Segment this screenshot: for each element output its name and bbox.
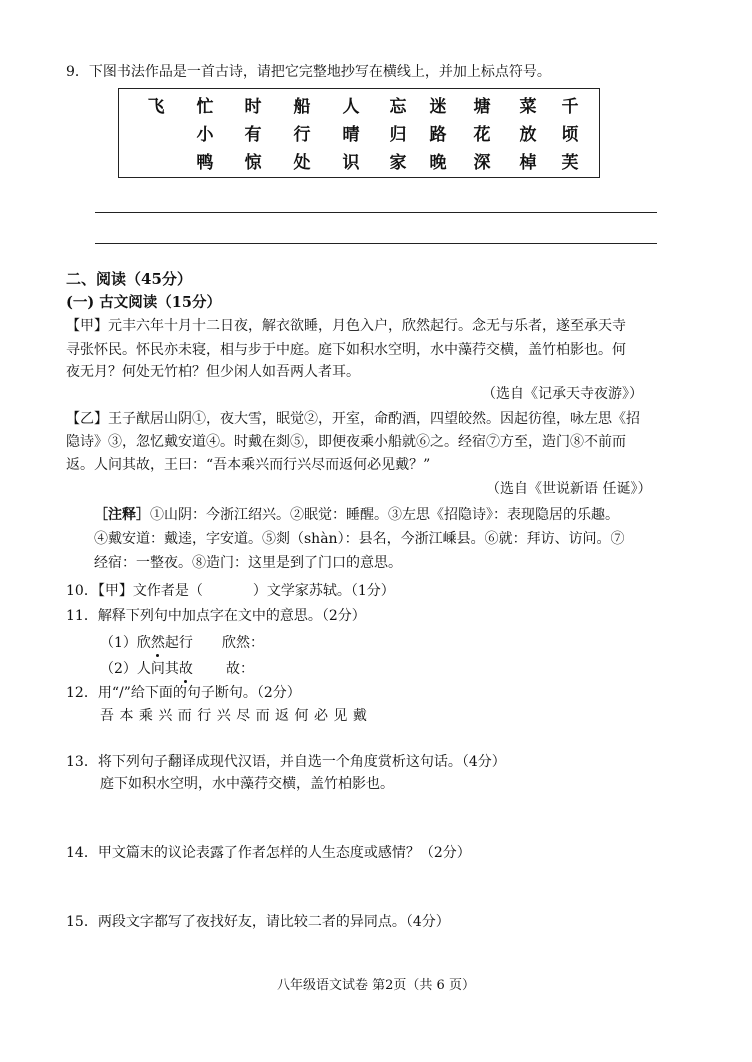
calligraphy-char: 棹 xyxy=(519,153,537,173)
q14-stem: 14．甲文篇末的议论表露了作者怎样的人生态度或感情？（2分） xyxy=(66,845,471,861)
page-footer: 八年级语文试卷 第2页（共 6 页） xyxy=(277,978,475,993)
q11-item1-dotted-char: 然 xyxy=(150,635,165,651)
calligraphy-char: 时 xyxy=(244,97,262,117)
passage-yi-line-3: 返。人问其故，王曰：“吾本乘兴而行兴尽而返何必见戴？” xyxy=(66,457,431,473)
q11-item2-answer-key: 故： xyxy=(226,661,254,677)
answer-line-2[interactable] xyxy=(95,243,657,244)
calligraphy-char: 人 xyxy=(342,97,360,117)
calligraphy-char: 归 xyxy=(389,125,407,145)
calligraphy-char: 晴 xyxy=(342,125,360,145)
q10-text-after: ）文学家苏轼。（1分） xyxy=(252,583,395,599)
calligraphy-char: 惊 xyxy=(244,153,262,173)
calligraphy-char: 鸭 xyxy=(196,153,214,173)
calligraphy-char: 忘 xyxy=(389,97,407,117)
calligraphy-char: 路 xyxy=(429,125,447,145)
passage-yi-source: （选自《世说新语 任诞》） xyxy=(486,481,652,497)
q11-stem: 11．解释下列句中加点字在文中的意思。（2分） xyxy=(66,608,366,624)
notes-label: ［注释］ xyxy=(94,507,150,523)
passage-jia-source: （选自《记承天寺夜游》） xyxy=(482,386,643,402)
q13-stem: 13．将下列句子翻译成现代汉语，并自选一个角度赏析这句话。（4分） xyxy=(66,754,506,770)
calligraphy-char: 千 xyxy=(561,97,579,117)
q12-sentence: 吾 本 乘 兴 而 行 兴 尽 而 返 何 必 见 戴 xyxy=(100,708,368,724)
calligraphy-char: 船 xyxy=(293,97,311,117)
subsection-title: (一) 古文阅读（15分） xyxy=(66,294,221,311)
notes-line-2: ④戴安道：戴逵，字安道。⑤剡（shàn）：县名，今浙江嵊县。⑥就：拜访、访问。⑦ xyxy=(94,531,625,547)
q11-item1-answer-key: 欣然： xyxy=(222,635,264,651)
calligraphy-row-1 xyxy=(119,94,599,122)
calligraphy-char: 菜 xyxy=(519,97,537,117)
calligraphy-char: 行 xyxy=(293,125,311,145)
calligraphy-char: 塘 xyxy=(473,97,491,117)
notes-line-3: 经宿：一整夜。⑧造门：这里是到了门口的意思。 xyxy=(94,555,402,571)
q13-sentence: 庭下如积水空明，水中藻荇交横，盖竹柏影也。 xyxy=(100,776,394,792)
q11-item-1 xyxy=(100,633,193,653)
q11-item-2 xyxy=(100,659,193,679)
section-title: 二、阅读（45分） xyxy=(66,270,192,288)
calligraphy-row-2 xyxy=(119,122,599,150)
q12-stem: 12．用“/”给下面的句子断句。（2分） xyxy=(66,685,301,701)
q11-item2-dotted-char: 故 xyxy=(178,661,193,677)
q11-item1-num: （1） xyxy=(100,635,137,651)
answer-line-1[interactable] xyxy=(95,212,657,213)
calligraphy-char: 小 xyxy=(196,125,214,145)
calligraphy-char: 飞 xyxy=(147,97,165,117)
calligraphy-char: 芙 xyxy=(561,153,579,173)
passage-yi-line-2: 隐诗》③，忽忆戴安道④。时戴在剡⑤，即便夜乘小船就⑥之。经宿⑦方至，造门⑧不前而 xyxy=(66,434,626,450)
passage-jia-line-3: 夜无月？何处无竹柏？但少闲人如吾两人者耳。 xyxy=(66,364,360,380)
notes-text-1: ①山阴：今浙江绍兴。②眠觉：睡醒。③左思《招隐诗》：表现隐居的乐趣。 xyxy=(150,507,619,523)
calligraphy-char: 顷 xyxy=(561,125,579,145)
passage-jia-line-1: 【甲】元丰六年十月十二日夜，解衣欲睡，月色入户，欣然起行。念无与乐者，遂至承天寺 xyxy=(66,318,626,334)
calligraphy-char: 晚 xyxy=(429,153,447,173)
q11-item1-pre: 欣 xyxy=(136,635,151,651)
calligraphy-row-3 xyxy=(119,150,599,178)
q11-item2-pre: （2）人问其 xyxy=(100,661,179,677)
calligraphy-char: 深 xyxy=(473,153,491,173)
calligraphy-char: 处 xyxy=(293,153,311,173)
passage-yi-line-1: 【乙】王子猷居山阴①，夜大雪，眠觉②，开室，命酌酒，四望皎然。因起彷徨，咏左思《招 xyxy=(66,411,640,427)
passage-jia-line-2: 寻张怀民。怀民亦未寝，相与步于中庭。庭下如积水空明，水中藻荇交横，盖竹柏影也。何 xyxy=(66,342,626,358)
q15-stem: 15．两段文字都写了夜找好友，请比较二者的异同点。（4分） xyxy=(66,914,450,930)
calligraphy-char: 迷 xyxy=(429,97,447,117)
notes-line-1 xyxy=(94,505,619,525)
calligraphy-char: 家 xyxy=(389,153,407,173)
calligraphy-char: 花 xyxy=(473,125,491,145)
calligraphy-char: 放 xyxy=(519,125,537,145)
calligraphy-char: 忙 xyxy=(196,97,214,117)
calligraphy-box xyxy=(118,88,600,178)
calligraphy-char: 有 xyxy=(244,125,262,145)
q11-item1-post: 起行 xyxy=(164,635,193,651)
q9-stem: 9．下图书法作品是一首古诗，请把它完整地抄写在横线上，并加上标点符号。 xyxy=(66,64,551,80)
q10-text-before: 10．【甲】文作者是（ xyxy=(66,583,203,599)
calligraphy-char: 识 xyxy=(342,153,360,173)
q10 xyxy=(66,581,395,601)
